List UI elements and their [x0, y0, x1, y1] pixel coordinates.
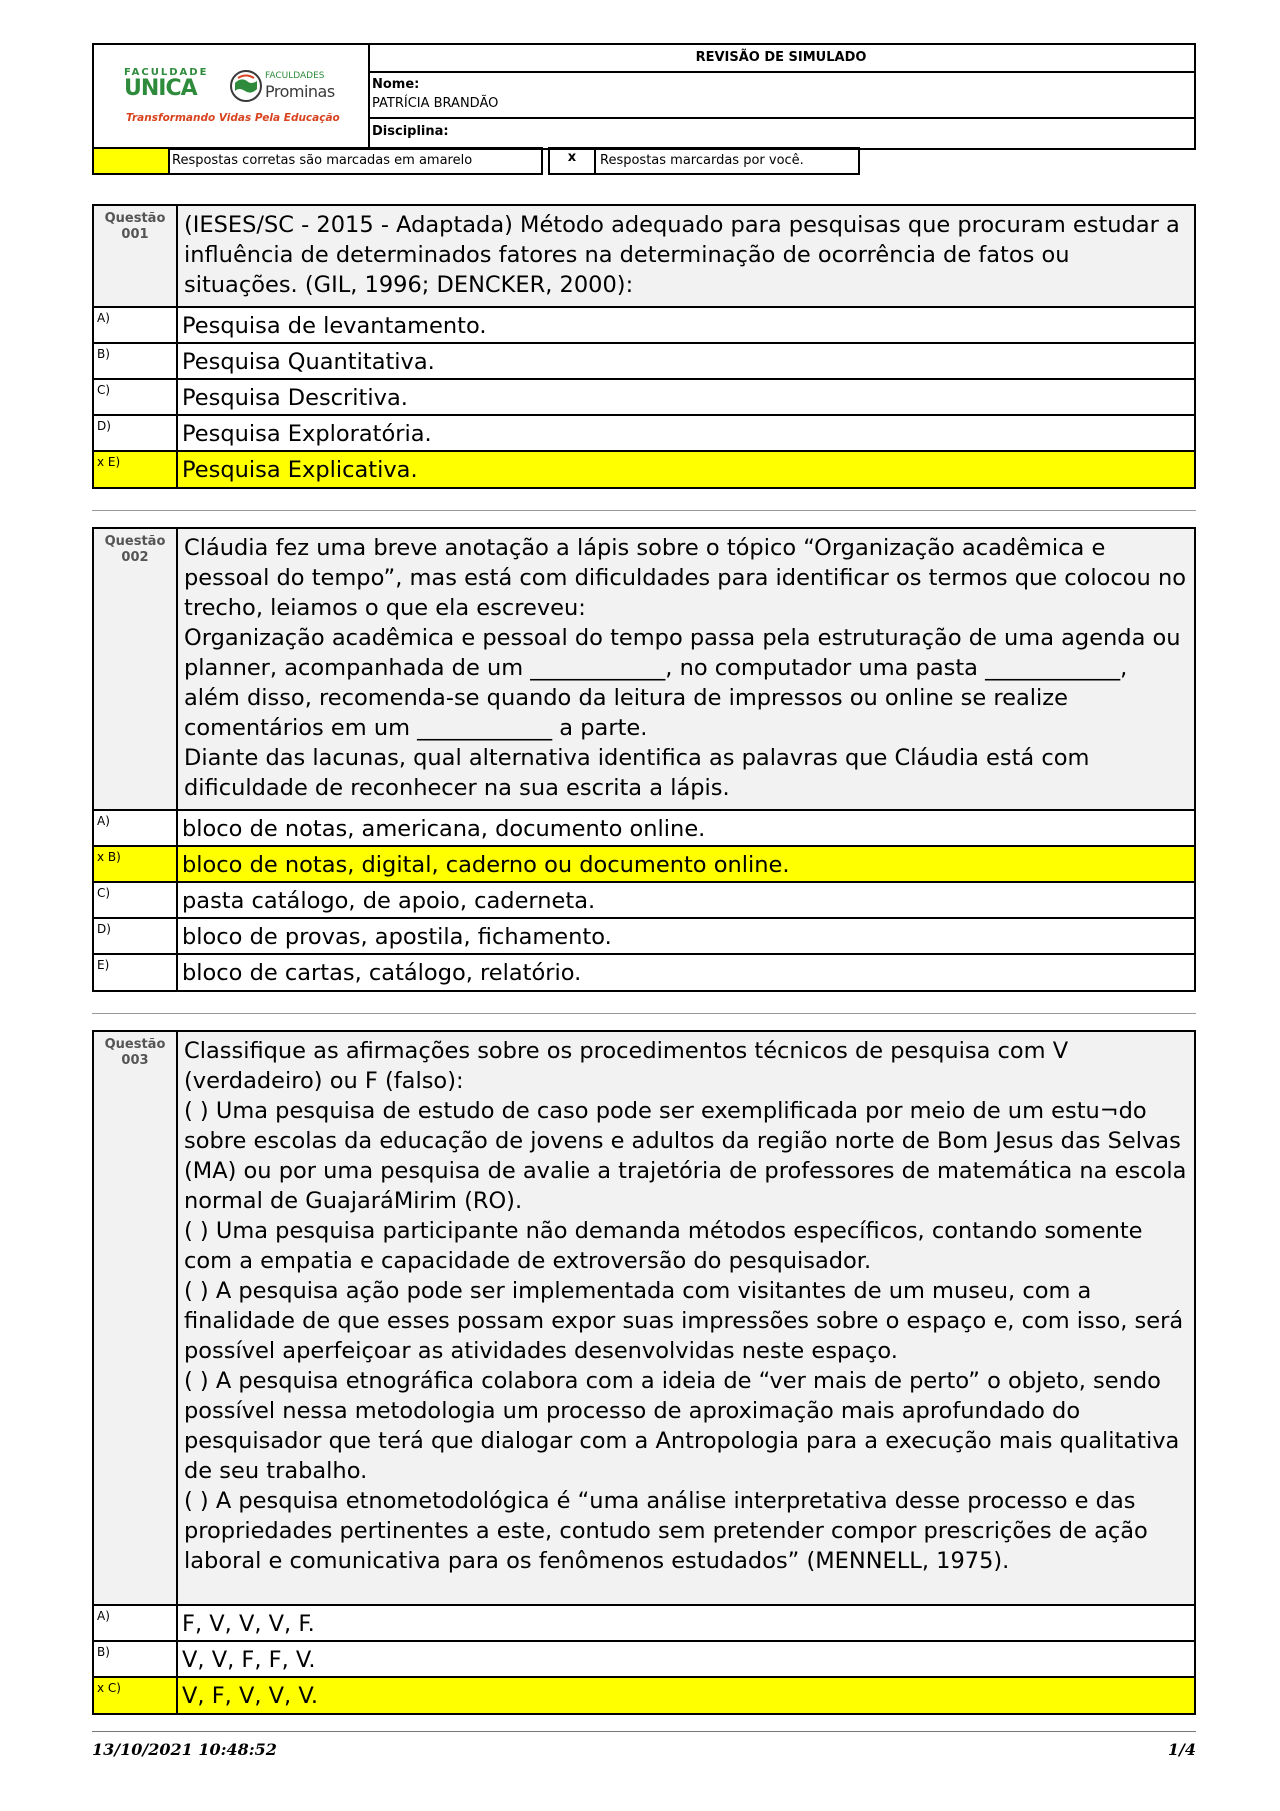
logo-area — [94, 45, 370, 148]
option-a[interactable]: A) F, V, V, V, F. — [94, 1606, 1194, 1642]
question-text: Cláudia fez uma breve anotação a lápis sobre o tópico “Organização acadêmica e pessoal do tempo”, mas está com dificuldades para identificar os termos que colocou no trecho, leiamos o que ela escreveu: Organização acadêmica e pessoal do tempo passa pela estruturação de uma agenda ou planner, acompanhada de um ____________, no computador uma pasta ____________, além disso, recomenda-se quando da leitura de impressos ou online se realize comentários em um ____________ a parte. Diante das lacunas, qual alternativa identifica as palavras que Cláudia está com dificuldade de reconhecer na sua escrita a lápis. — [184, 535, 1186, 801]
question-text: Classifique as afirmações sobre os procedimentos técnicos de pesquisa com V (verdadeiro) ou F (falso): ( ) Uma pesquisa de estudo de caso pode ser exemplificada por meio de um estu¬do sobre escolas da educação de jovens e adultos da região norte de Bom Jesus das Selvas (MA) ou por uma pesquisa de avalie a trajetória de professores de matemática na escola normal de GuajaráMirim (RO). ( ) Uma pesquisa participante não demanda métodos específicos, contando somente com a empatia e capacidade de extroversão do pesquisador. ( ) A pesquisa ação pode ser implementada com visitantes de um museu, com a finalidade de que esses possam expor suas impressões sobre o espaço e, com isso, será possível aperfeiçoar as atividades desenvolvidas neste espaço. ( ) A pesquisa etnográfica colabora com a ideia de “ver mais de perto” o objeto, sendo possível nessa metodologia um processo de aproximação mais aprofundado do pesquisador que terá que dialogar com a Antropologia para a execução mais qualitativa de seu trabalho. ( ) A pesquisa etnometodológica é “uma análise interpretativa desse processo e das propriedades pertinentes a este, contudo sem pretender compor prescrições de ação laboral e comunicativa para os fenômenos estudados” (MENNELL, 1975). — [184, 1038, 1187, 1574]
question-header — [94, 206, 1194, 308]
option-b[interactable]: B) V, V, F, F, V. — [94, 1642, 1194, 1678]
discipline-label: Disciplina: — [372, 124, 449, 139]
legend-yours-text: Respostas marcardas por você. — [594, 147, 860, 175]
option-c[interactable]: C) Pesquisa Descritiva. — [94, 380, 1194, 416]
unica-logo-small: FACULDADE — [124, 67, 209, 78]
option-e[interactable]: E) bloco de cartas, catálogo, relatório. — [94, 955, 1194, 990]
question-002 — [92, 527, 1196, 992]
name-value: PATRÍCIA BRANDÃO — [372, 96, 499, 111]
question-number: Questão 003 — [94, 1032, 178, 1604]
question-number: Questão 002 — [94, 529, 178, 809]
unica-logo — [124, 67, 208, 101]
footer-divider — [92, 1731, 1196, 1732]
question-header — [94, 1032, 1194, 1606]
prominas-logo-big: Prominas — [265, 82, 335, 101]
option-b[interactable]: B) Pesquisa Quantitativa. — [94, 344, 1194, 380]
page-number: 1/4 — [1167, 1740, 1196, 1759]
question-number: Questão 001 — [94, 206, 178, 306]
question-003 — [92, 1030, 1196, 1715]
option-c-correct[interactable]: x C) V, F, V, V, V. — [94, 1678, 1194, 1713]
name-label: Nome: — [372, 77, 420, 92]
logo-tagline: Transformando Vidas Pela Educação — [126, 112, 340, 124]
legend-yellow-swatch — [92, 147, 170, 175]
option-a[interactable]: A) bloco de notas, americana, documento online. — [94, 811, 1194, 847]
globe-icon — [229, 69, 263, 103]
header-table — [92, 43, 1196, 150]
option-c[interactable]: C) pasta catálogo, de apoio, caderneta. — [94, 883, 1194, 919]
name-field — [368, 73, 1194, 119]
option-b-correct[interactable]: x B) bloco de notas, digital, caderno ou documento online. — [94, 847, 1194, 883]
separator — [92, 510, 1196, 511]
prominas-logo-small: FACULDADES — [265, 71, 325, 81]
option-e-correct[interactable]: x E) Pesquisa Explicativa. — [94, 452, 1194, 487]
legend-correct-text: Respostas corretas são marcadas em amarelo — [168, 147, 543, 175]
question-text: (IESES/SC - 2015 - Adaptada) Método adequado para pesquisas que procuram estudar a influência de determinados fatores na determinação de ocorrência de fatos ou situações. (GIL, 1996; DENCKER, 2000): — [184, 212, 1180, 298]
legend-mark: x — [548, 147, 596, 175]
unica-logo-big: UNICA — [124, 76, 197, 101]
question-001 — [92, 204, 1196, 489]
discipline-field — [368, 119, 1194, 146]
option-d[interactable]: D) Pesquisa Exploratória. — [94, 416, 1194, 452]
question-header — [94, 529, 1194, 811]
option-d[interactable]: D) bloco de provas, apostila, fichamento. — [94, 919, 1194, 955]
separator — [92, 1013, 1196, 1014]
page-title: REVISÃO DE SIMULADO — [368, 45, 1194, 73]
footer-date: 13/10/2021 10:48:52 — [92, 1740, 277, 1759]
option-a[interactable]: A) Pesquisa de levantamento. — [94, 308, 1194, 344]
